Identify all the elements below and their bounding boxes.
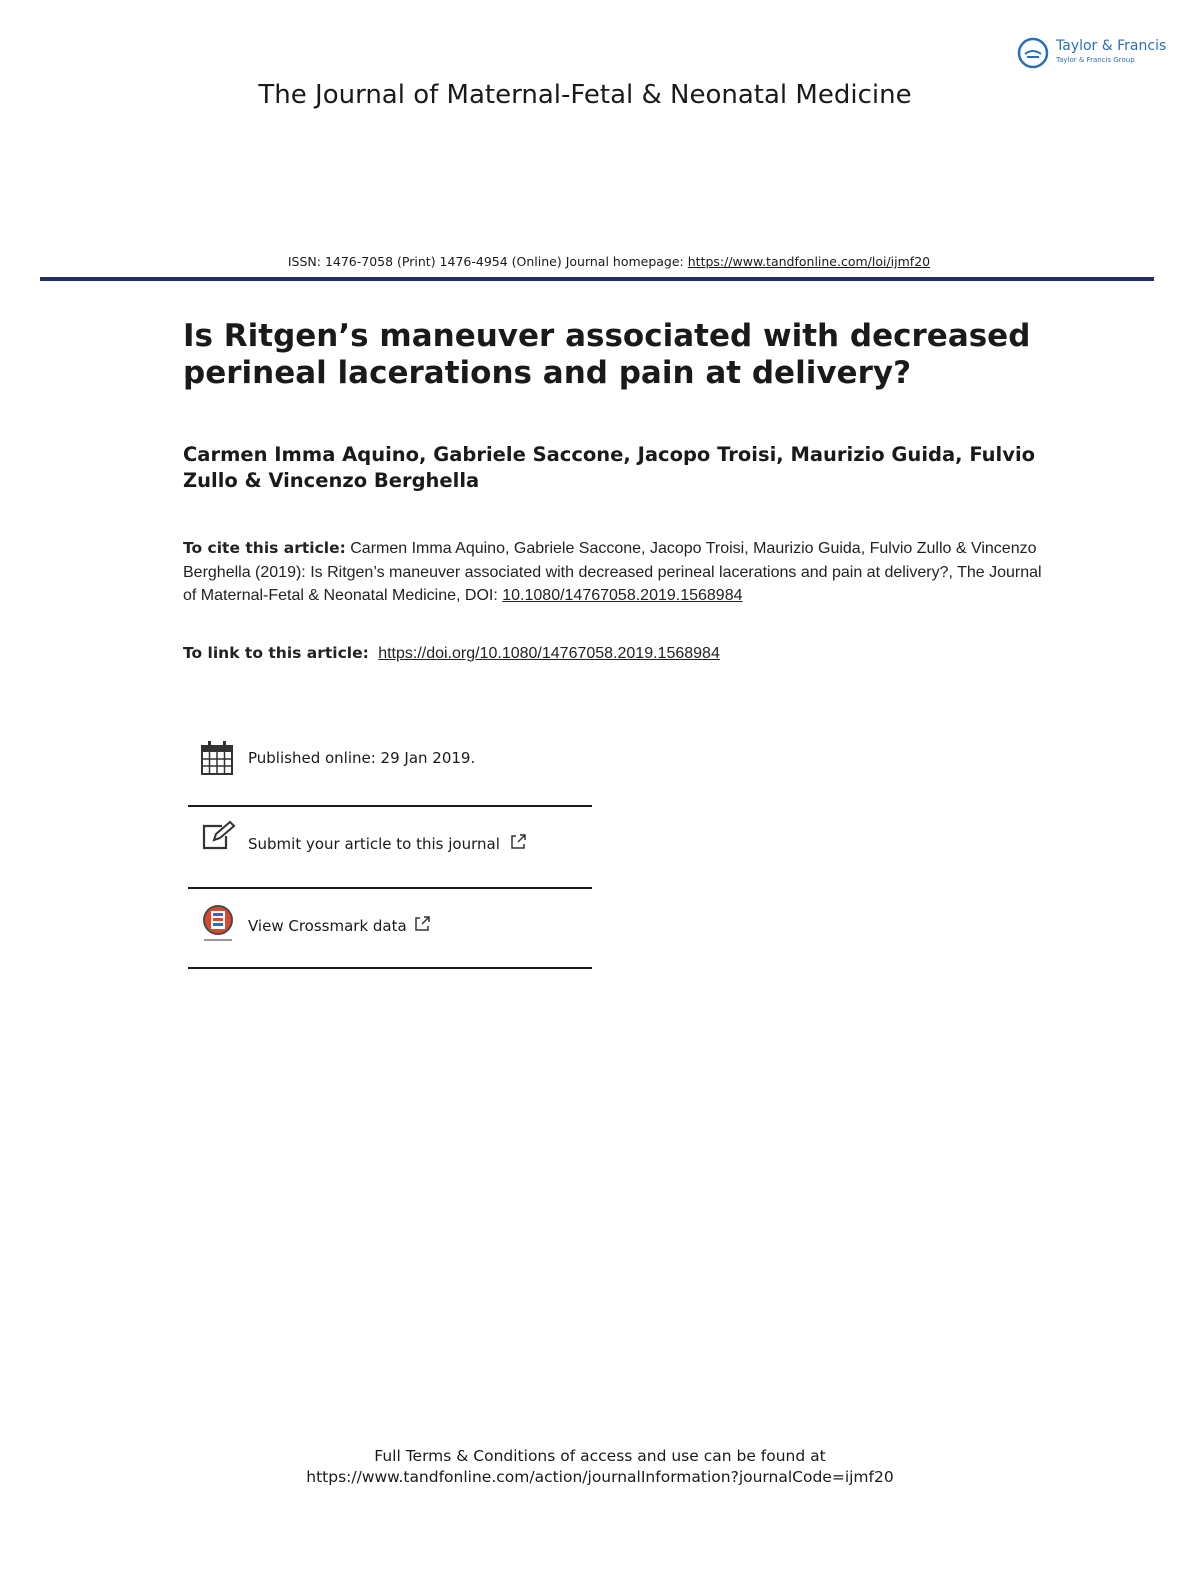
header-rule <box>40 277 1154 281</box>
issn-line <box>0 254 1200 269</box>
citation-text: Carmen Imma Aquino, Gabriele Saccone, Jacopo Troisi, Maurizio Guida, Fulvio Zullo & Vincenzo Berghella (2019): Is Ritgen’s maneuver associated with decreased perineal lacerations and pain at delivery?, The Journal of Maternal-Fetal & Neonatal Medicine, DOI: <box>183 540 1042 604</box>
citation-label: To cite this article: <box>183 539 346 557</box>
crossmark-icon <box>200 904 236 944</box>
publisher-tagline: Taylor & Francis Group <box>1056 56 1135 64</box>
footer-line-1: Full Terms & Conditions of access and use can be found at <box>374 1447 826 1465</box>
submit-article-link[interactable]: Submit your article to this journal <box>248 835 500 853</box>
issn-text: ISSN: 1476-7058 (Print) 1476-4954 (Online) Journal homepage: <box>287 254 688 269</box>
external-link-icon <box>509 833 527 851</box>
article-link-line <box>183 644 1043 663</box>
info-rule-1 <box>188 805 592 807</box>
calendar-icon <box>200 740 234 776</box>
footer-journal-info-link[interactable]: https://www.tandfonline.com/action/journalInformation?journalCode=ijmf20 <box>306 1468 894 1486</box>
publisher-name: Taylor & Francis <box>1056 38 1167 54</box>
edit-icon <box>200 820 236 852</box>
article-authors: Carmen Imma Aquino, Gabriele Saccone, Jacopo Troisi, Maurizio Guida, Fulvio Zullo & Vincenzo Berghella <box>183 443 1036 492</box>
article-doi-link[interactable]: https://doi.org/10.1080/14767058.2019.1568984 <box>378 645 720 662</box>
journal-title: The Journal of Maternal-Fetal & Neonatal Medicine <box>258 80 912 110</box>
article-title: Is Ritgen’s maneuver associated with decreased perineal lacerations and pain at delivery? <box>183 318 1031 391</box>
published-online-text: Published online: 29 Jan 2019. <box>248 749 476 767</box>
submit-article-row[interactable] <box>188 818 592 874</box>
link-label: To link to this article: <box>183 644 375 662</box>
journal-homepage-link[interactable]: https://www.tandfonline.com/loi/ijmf20 <box>687 254 931 269</box>
taylor-francis-logo-icon <box>1016 36 1050 70</box>
info-rule-3 <box>188 967 592 969</box>
crossmark-link[interactable]: View Crossmark data <box>248 917 407 935</box>
external-link-icon <box>413 915 431 933</box>
info-rule-2 <box>188 887 592 889</box>
crossmark-row[interactable] <box>188 900 592 956</box>
footer-terms <box>0 1446 1200 1488</box>
citation-doi-link[interactable]: 10.1080/14767058.2019.1568984 <box>502 587 743 604</box>
citation-block <box>183 537 1043 608</box>
published-online-row <box>188 738 592 788</box>
publisher-logo <box>1016 36 1166 70</box>
